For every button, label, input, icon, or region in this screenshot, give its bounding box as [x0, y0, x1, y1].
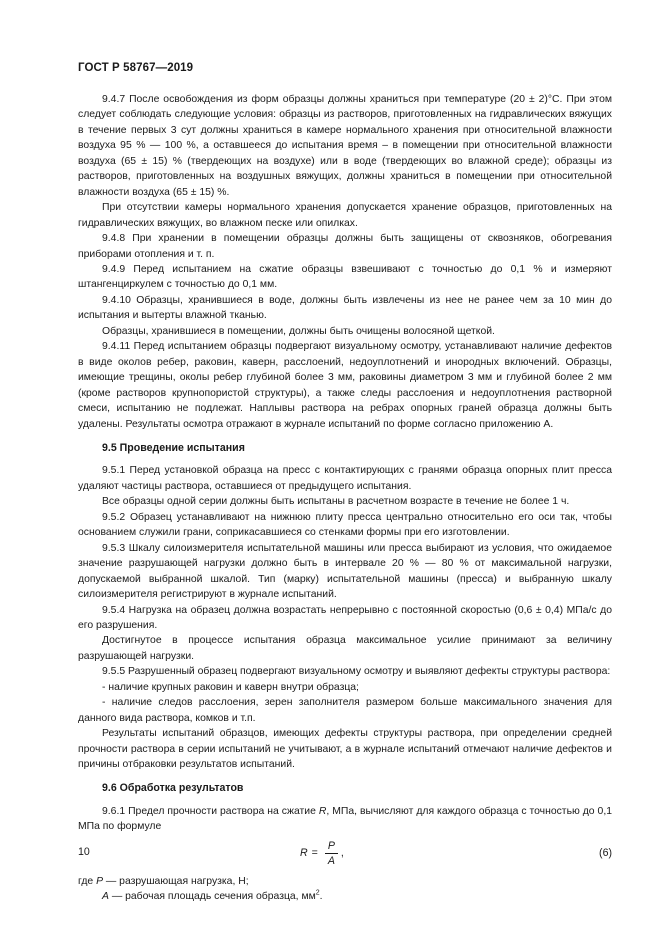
formula-lhs: R [300, 847, 308, 860]
formula-numerator: P [325, 839, 338, 854]
formula-block [78, 837, 612, 871]
text-fragment: где [78, 875, 97, 887]
formula [300, 837, 344, 871]
paragraph-9-6-1 [78, 804, 612, 835]
formula-comma: , [340, 847, 344, 860]
variable-r: R [318, 805, 327, 817]
variable-p: P [96, 875, 103, 887]
formula-number: (6) [599, 846, 612, 859]
paragraph-9-4-8: 9.4.8 При хранении в помещении образцы должны быть защищены от сквозняков, обогревания приборами отопления и т. п. [78, 233, 612, 260]
paragraph-9-5-3: 9.5.3 Шкалу силоизмерителя испытательной машины или пресса выбирают из условия, что ожидаемое значение разрушающей нагрузки должно быть в интервале 20 % — 80 % от максимальной нагрузки, допускаемой выбранной шкалой. Тип (марку) испытательной машины (пресса) и выбранную шкалу силоизмерителя регистрируют в журнале испытаний. [78, 542, 612, 601]
formula-equals: = [311, 847, 318, 860]
text-fragment: . [319, 891, 323, 903]
paragraph-9-4-11: 9.4.11 Перед испытанием образцы подвергают визуальному осмотру, устанавливают наличие дефектов в виде околов ребер, раковин, каверн, расслоений, недоуплотнений и инородных включений. Образцы, имеющие трещины, околы ребер глубиной более 3 мм, раковины диаметром 3 мм и глубиной более 2 мм (кроме растворов крупнопористой структуры), а также следы расслоения и недоуплотнения растворной смеси, испытанию не подлежат. Наплывы раствора на ребрах опорных граней образца должны быть удалены. Результаты осмотра отражают в журнале испытаний по форме согласно приложению А. [78, 341, 612, 430]
superscript: 2 [315, 889, 320, 897]
paragraph-9-5-4: 9.5.4 Нагрузка на образец должна возрастать непрерывно с постоянной скоростью (0,6 ± 0,4) МПа/с до его разрушения. [78, 604, 612, 631]
document-header: ГОСТ Р 58767—2019 [78, 62, 194, 74]
list-item: - наличие следов расслоения, зерен заполнителя размером больше максимального значения для данного вида раствора, комков и т.п. [78, 697, 612, 724]
paragraph-9-4-7: 9.4.7 После освобождения из форм образцы должны храниться при температуре (20 ± 2)°С. При этом следует соблюдать следующие условия: образцы из растворов, приготовленных на гидравлических вяжущих в течение первых 3 сут должны храниться в камере нормального хранения при относительной влажности воздуха 95 % — 100 %, а оставшееся до испытания время – в помещении при относительной влажности воздуха (65 ± 15) % (твердеющих на воздухе) или в воде (твердеющих во влажной среде); образцы из растворов, приготовленных на воздушных вяжущих, должны храниться в помещении при относительной влажности воздуха (65 ± 15) %. [78, 94, 612, 198]
paragraph: Результаты испытаний образцов, имеющих дефекты структуры раствора, при определении средней прочности раствора в серии испытаний не учитывают, а в журнале испытаний отмечают наличие дефектов и причины отбраковки результатов испытаний. [78, 728, 612, 771]
section-heading-9-6: 9.6 Обработка результатов [102, 782, 244, 795]
paragraph-9-5-2: 9.5.2 Образец устанавливают на нижнюю плиту пресса центрально относительно его оси так, чтобы основанием служили грани, соприкасавшиеся со стенками формы при его изготовлении. [78, 511, 612, 539]
paragraph-9-5-5: 9.5.5 Разрушенный образец подвергают визуальному осмотру и выявляют дефекты структуры раствора: [102, 666, 611, 678]
paragraph: Все образцы одной серии должны быть испытаны в расчетном возрасте в течение не более 1 ч. [102, 496, 570, 508]
text-fragment: — разрушающая нагрузка, Н; [103, 875, 249, 887]
text-fragment: — рабочая площадь сечения образца, мм [108, 891, 316, 903]
text-fragment: , МПа, вычисляют для каждого образца с точностью до 0,1 МПа по формуле [78, 805, 612, 833]
paragraph-9-5-1: 9.5.1 Перед установкой образца на пресс с контактирующих с гранями образца опорных плит пресса удаляют частицы раствора, оставшиеся от предыдущего испытания. [78, 465, 612, 492]
paragraph: Образцы, хранившиеся в помещении, должны быть очищены волосяной щеткой. [102, 325, 495, 337]
paragraph-9-4-10: 9.4.10 Образцы, хранившиеся в воде, должны быть извлечены из нее не ранее чем за 10 мин до испытания и вытерты влажной тканью. [78, 294, 612, 322]
text-fragment: 9.6.1 Предел прочности раствора на сжатие [102, 805, 319, 817]
paragraph: При отсутствии камеры нормального хранения допускается хранение образцов, приготовленных на гидравлических вяжущих, во влажном песке или опилках. [78, 202, 612, 229]
paragraph-9-4-9: 9.4.9 Перед испытанием на сжатие образцы взвешивают с точностью до 0,1 % и измеряют штангенциркулем с точностью до 0,1 мм. [78, 263, 612, 291]
where-line-1 [78, 874, 612, 889]
formula-fraction [325, 839, 338, 868]
page-number: 10 [78, 846, 90, 858]
paragraph: Достигнутое в процессе испытания образца максимальное усилие принимают за величину разрушающей нагрузки. [78, 635, 612, 662]
document-body [78, 92, 612, 905]
section-heading-9-5: 9.5 Проведение испытания [102, 441, 245, 454]
variable-a: A [102, 891, 109, 903]
list-item: - наличие крупных раковин и каверн внутри образца; [102, 681, 359, 693]
where-line-2 [78, 889, 612, 904]
formula-denominator: A [327, 855, 335, 868]
